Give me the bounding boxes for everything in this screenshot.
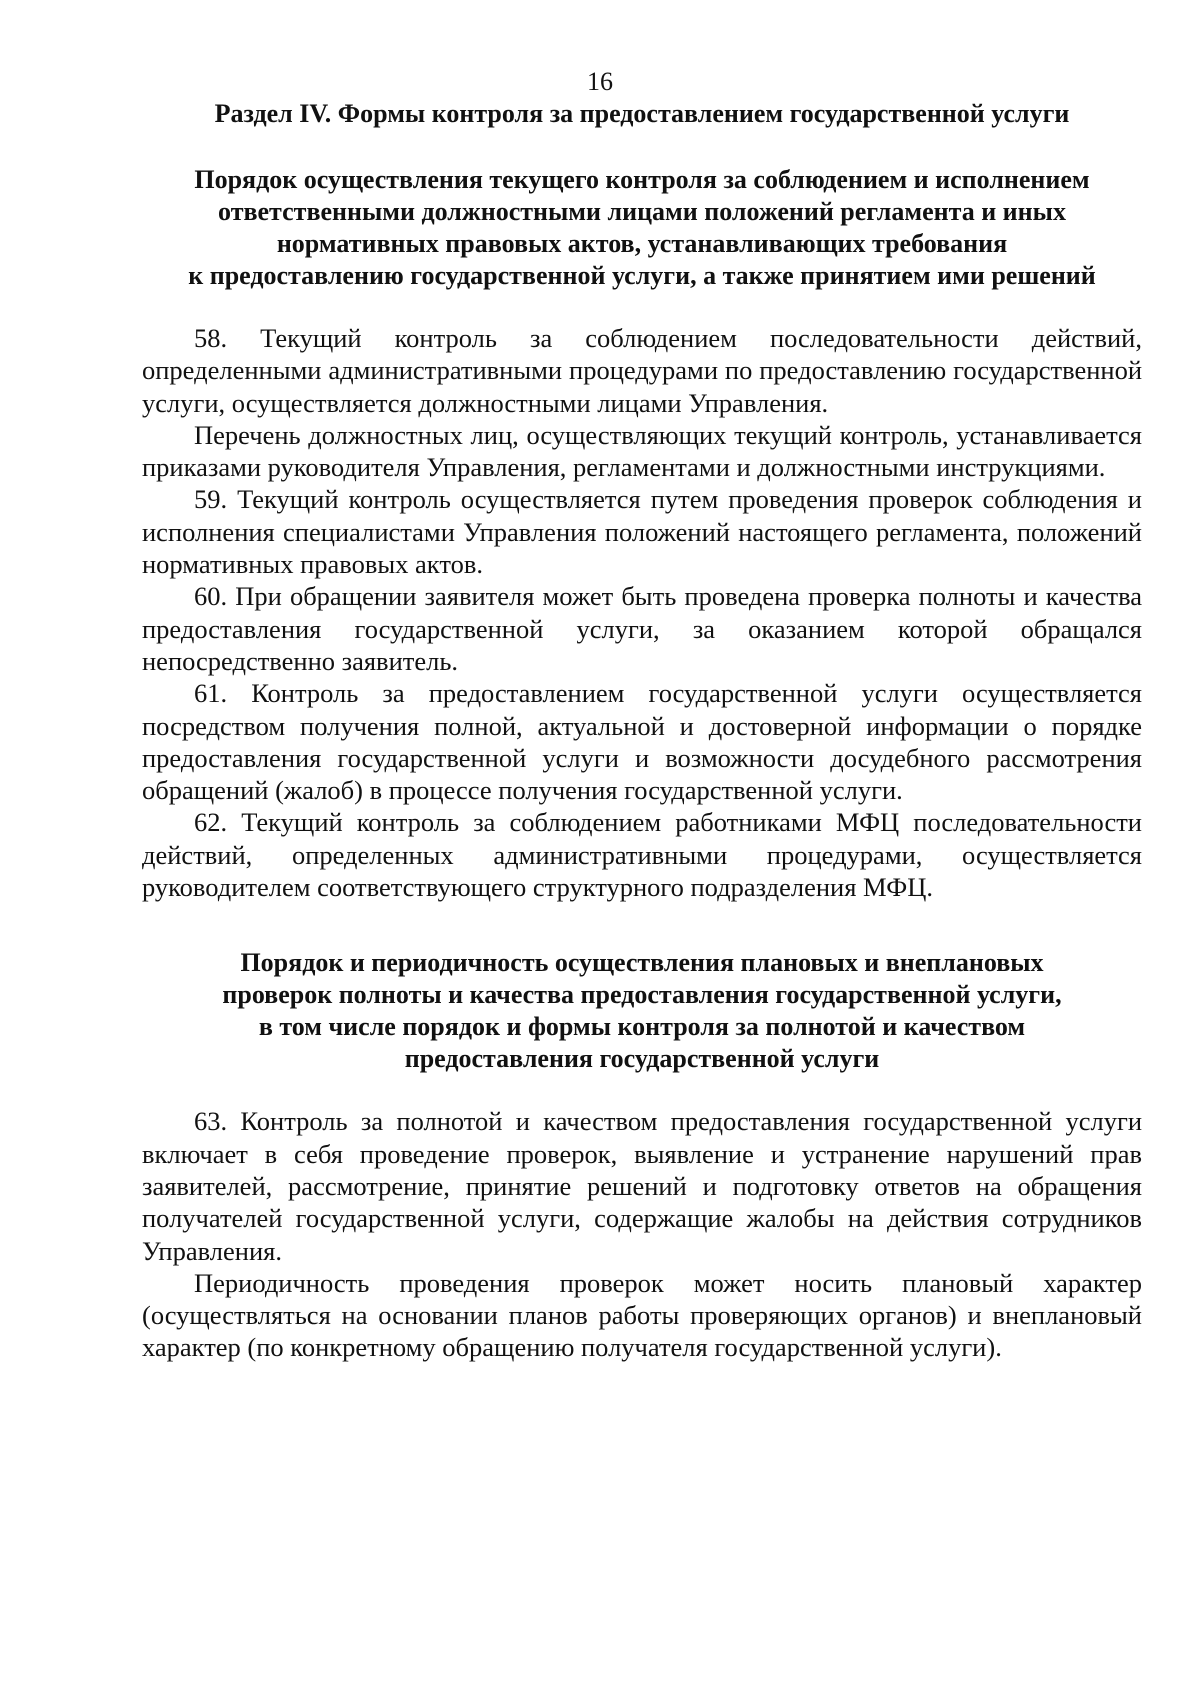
page-number: 16 — [587, 67, 613, 96]
paragraph-63: 63. Контроль за полнотой и качеством предоставления государственной услуги включает в себя проведение проверок, выявление и устранение нарушений прав заявителей, рассмотрение, принятие решений и подготовку ответов на обращения получателей государственной услуги, содержащие жалобы на действия сотрудников Управления. — [142, 1106, 1142, 1266]
paragraph-61: 61. Контроль за предоставлением государственной услуги осуществляется посредством получения полной, актуальной и достоверной информации о порядке предоставления государственной услуги и возможности досудебного рассмотрения обращений (жалоб) в процессе получения государственной услуги. — [142, 678, 1142, 806]
paragraph-58-officials-list: Перечень должностных лиц, осуществляющих текущий контроль, устанавливается приказами руководителя Управления, регламентами и должностными инструкциями. — [142, 419, 1142, 483]
heading-line: нормативных правовых актов, устанавливающих требования — [276, 229, 1008, 258]
heading-line: предоставления государственной услуги — [404, 1044, 880, 1074]
paragraph-59: 59. Текущий контроль осуществляется путем проведения проверок соблюдения и исполнения специалистами Управления положений настоящего регламента, положений нормативных правовых актов. — [142, 484, 1142, 580]
heading-line: проверок полноты и качества предоставления государственной услуги, — [222, 980, 1062, 1010]
paragraph-60: 60. При обращении заявителя может быть проведена проверка полноты и качества предоставления государственной услуги, за оказанием которой обращался непосредственно заявитель. — [142, 581, 1142, 676]
heading-line: Порядок и периодичность осуществления плановых и внеплановых — [240, 948, 1044, 978]
heading-line: к предоставлению государственной услуги, а также принятием ими решений — [188, 261, 1096, 290]
heading-line: Порядок осуществления текущего контроля за соблюдением и исполнением — [194, 165, 1090, 194]
heading-line: в том числе порядок и формы контроля за полнотой и качеством — [258, 1012, 1026, 1042]
section-title: Раздел IV. Формы контроля за предоставлением государственной услуги — [214, 99, 1070, 128]
paragraph-62: 62. Текущий контроль за соблюдением работниками МФЦ последовательности действий, определенных административными процедурами, осуществляется руководителем соответствующего структурного подразделения МФЦ. — [142, 807, 1142, 903]
paragraph-63-periodicity: Периодичность проведения проверок может носить плановый характер (осуществляться на основании планов работы проверяющих органов) и внеплановый характер (по конкретному обращению получателя государственной услуги). — [142, 1267, 1142, 1363]
heading-line: ответственными должностными лицами положений регламента и иных — [218, 197, 1066, 226]
subsection-2-heading — [142, 947, 1142, 1075]
subsection-1-heading — [142, 164, 1142, 292]
page-content — [142, 98, 1142, 1364]
paragraph-58: 58. Текущий контроль за соблюдением последовательности действий, определенными административными процедурами по предоставлению государственной услуги, осуществляется должностными лицами Управления. — [142, 323, 1142, 418]
